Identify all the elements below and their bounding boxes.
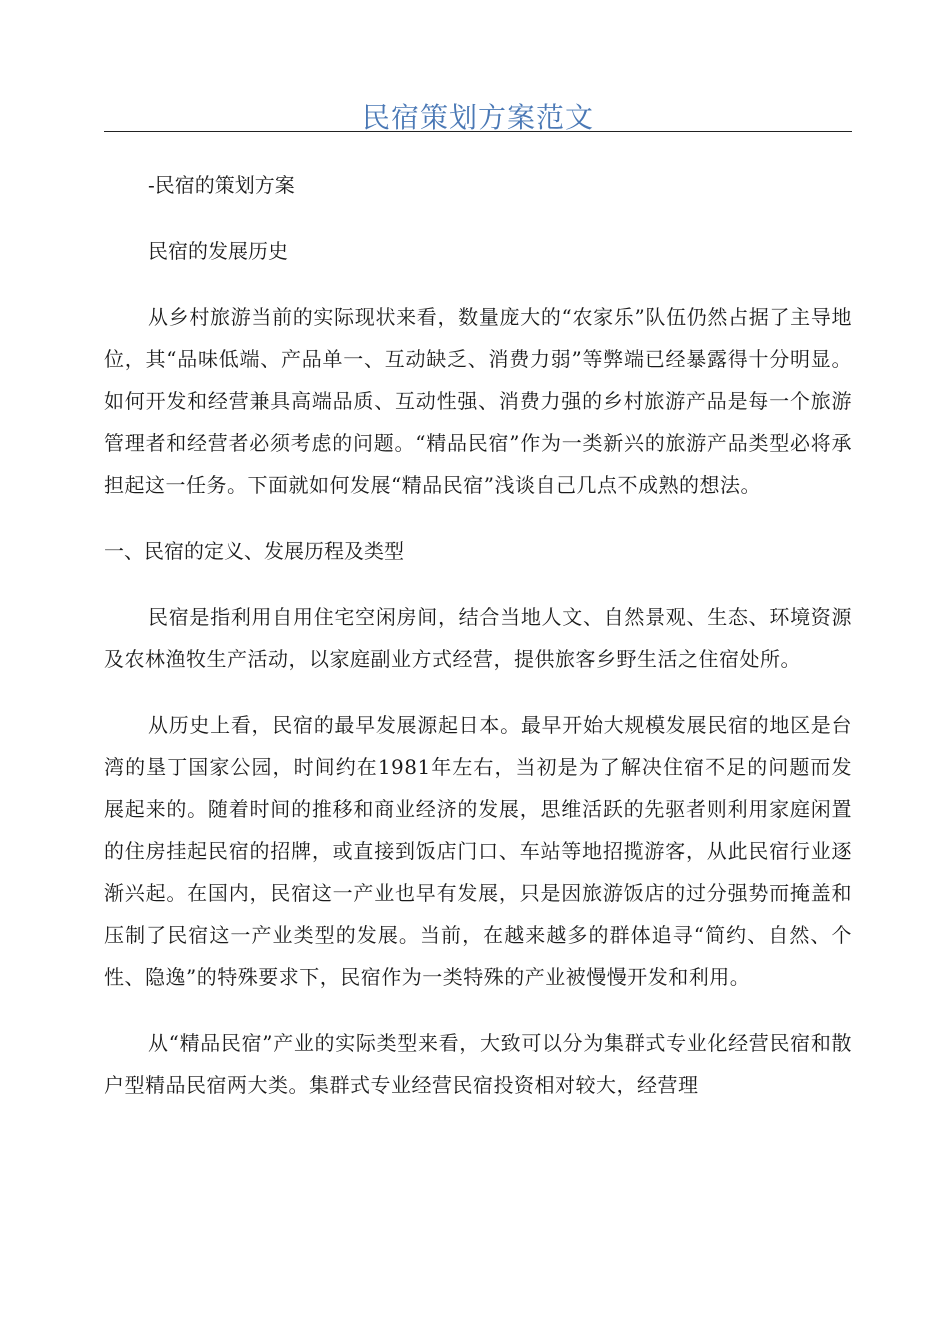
document-title: 民宿策划方案范文: [361, 101, 594, 134]
title-underline: [104, 131, 852, 132]
document-subtitle: -民宿的策划方案: [148, 173, 295, 197]
paragraph: 从乡村旅游当前的实际现状来看，数量庞大的“农家乐”队伍仍然占据了主导地位，其“品味低端、产品单一、互动缺乏、消费力弱”等弊端已经暴露得十分明显。如何开发和经营兼具高端品质、互动性强、消费力强的乡村旅游产品是每一个旅游管理者和经营者必须考虑的问题。“精品民宿”作为一类新兴的旅游产品类型必将承担起这一任务。下面就如何发展“精品民宿”浅谈自己几点不成熟的想法。: [104, 305, 852, 497]
document-body: [104, 164, 852, 1130]
paragraph: 从“精品民宿”产业的实际类型来看，大致可以分为集群式专业化经营民宿和散户型精品民宿两大类。集群式专业经营民宿投资相对较大，经营理: [104, 1031, 852, 1097]
paragraph: 民宿是指利用自用住宅空闲房间，结合当地人文、自然景观、生态、环境资源及农林渔牧生产活动，以家庭副业方式经营，提供旅客乡野生活之住宿处所。: [104, 605, 852, 671]
section-intro-heading: 民宿的发展历史: [148, 239, 288, 263]
paragraph: 从历史上看，民宿的最早发展源起日本。最早开始大规模发展民宿的地区是台湾的垦丁国家公园，时间约在1981年左右，当初是为了解决住宿不足的问题而发展起来的。随着时间的推移和商业经济的发展，思维活跃的先驱者则利用家庭闲置的住房挂起民宿的招牌，或直接到饭店门口、车站等地招揽游客，从此民宿行业逐渐兴起。在国内，民宿这一产业也早有发展，只是因旅游饭店的过分强势而掩盖和压制了民宿这一产业类型的发展。当前，在越来越多的群体追寻“简约、自然、个性、隐逸”的特殊要求下，民宿作为一类特殊的产业被慢慢开发和利用。: [104, 713, 852, 989]
section-heading: 一、民宿的定义、发展历程及类型: [104, 539, 404, 563]
